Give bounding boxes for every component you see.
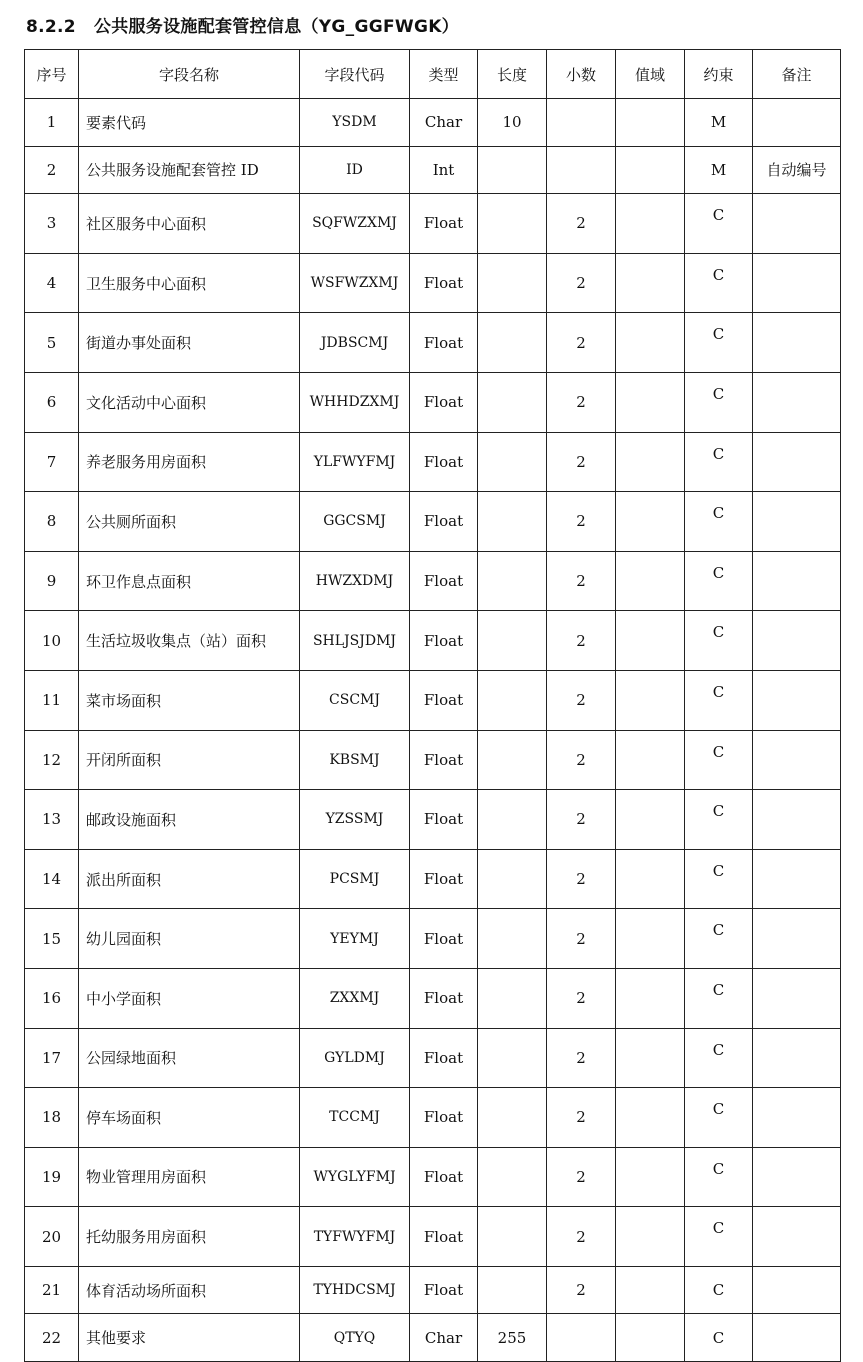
note-cell: 自动编号	[753, 146, 841, 194]
section-heading: 公共服务设施配套管控信息（YG_GGFWGK）	[93, 17, 459, 37]
field-name-cell: 开闭所面积	[79, 730, 300, 790]
table-body	[25, 99, 841, 1362]
range-cell	[616, 432, 685, 492]
field-name-cell: 生活垃圾收集点（站）面积	[79, 611, 300, 671]
field-name-cell: 文化活动中心面积	[79, 372, 300, 432]
length-cell	[478, 551, 547, 611]
table-row	[25, 551, 841, 611]
note-cell	[753, 968, 841, 1028]
range-cell	[616, 1266, 685, 1314]
type-cell: Char	[410, 1314, 478, 1362]
constraint-cell: C	[685, 253, 753, 313]
decimal-cell: 2	[547, 432, 616, 492]
type-cell: Float	[410, 551, 478, 611]
range-cell	[616, 551, 685, 611]
decimal-cell: 2	[547, 730, 616, 790]
decimal-cell: 2	[547, 1207, 616, 1267]
decimal-cell: 2	[547, 492, 616, 552]
seq-cell: 18	[25, 1088, 79, 1148]
length-cell	[478, 194, 547, 254]
length-cell	[478, 730, 547, 790]
note-cell	[753, 372, 841, 432]
length-cell	[478, 790, 547, 850]
type-cell: Float	[410, 1207, 478, 1267]
decimal-cell: 2	[547, 313, 616, 373]
field-name-cell: 公共服务设施配套管控 ID	[79, 146, 300, 194]
note-cell	[753, 670, 841, 730]
seq-cell: 21	[25, 1266, 79, 1314]
field-name-cell: 其他要求	[79, 1314, 300, 1362]
header-cell: 备注	[753, 50, 841, 99]
field-name-cell: 托幼服务用房面积	[79, 1207, 300, 1267]
seq-cell: 5	[25, 313, 79, 373]
seq-cell: 19	[25, 1147, 79, 1207]
field-code-cell: YZSSMJ	[300, 790, 410, 850]
header-cell: 长度	[478, 50, 547, 99]
seq-cell: 20	[25, 1207, 79, 1267]
field-code-cell: PCSMJ	[300, 849, 410, 909]
length-cell: 255	[478, 1314, 547, 1362]
constraint-cell: C	[685, 670, 753, 730]
field-name-cell: 停车场面积	[79, 1088, 300, 1148]
constraint-cell: C	[685, 968, 753, 1028]
note-cell	[753, 1266, 841, 1314]
decimal-cell: 2	[547, 1147, 616, 1207]
section-title	[26, 12, 459, 42]
field-code-cell: YEYMJ	[300, 909, 410, 969]
note-cell	[753, 1314, 841, 1362]
decimal-cell	[547, 146, 616, 194]
decimal-cell	[547, 99, 616, 147]
length-cell	[478, 492, 547, 552]
seq-cell: 10	[25, 611, 79, 671]
field-code-cell: TYHDCSMJ	[300, 1266, 410, 1314]
note-cell	[753, 99, 841, 147]
type-cell: Float	[410, 909, 478, 969]
range-cell	[616, 790, 685, 850]
note-cell	[753, 730, 841, 790]
type-cell: Float	[410, 611, 478, 671]
length-cell	[478, 968, 547, 1028]
field-code-cell: WSFWZXMJ	[300, 253, 410, 313]
length-cell	[478, 1266, 547, 1314]
field-name-cell: 公园绿地面积	[79, 1028, 300, 1088]
length-cell	[478, 1088, 547, 1148]
length-cell	[478, 1147, 547, 1207]
note-cell	[753, 1088, 841, 1148]
table-row	[25, 372, 841, 432]
constraint-cell: C	[685, 551, 753, 611]
note-cell	[753, 1207, 841, 1267]
seq-cell: 1	[25, 99, 79, 147]
range-cell	[616, 611, 685, 671]
length-cell	[478, 1028, 547, 1088]
section-number: 8.2.2	[26, 17, 76, 37]
type-cell: Char	[410, 99, 478, 147]
field-name-cell: 街道办事处面积	[79, 313, 300, 373]
decimal-cell: 2	[547, 909, 616, 969]
constraint-cell: M	[685, 146, 753, 194]
table-row	[25, 1266, 841, 1314]
field-name-cell: 物业管理用房面积	[79, 1147, 300, 1207]
field-code-cell: CSCMJ	[300, 670, 410, 730]
field-code-cell: YLFWYFMJ	[300, 432, 410, 492]
constraint-cell: C	[685, 1028, 753, 1088]
range-cell	[616, 313, 685, 373]
field-definition-table	[24, 49, 841, 1362]
range-cell	[616, 849, 685, 909]
seq-cell: 15	[25, 909, 79, 969]
field-name-cell: 卫生服务中心面积	[79, 253, 300, 313]
constraint-cell: C	[685, 1147, 753, 1207]
range-cell	[616, 670, 685, 730]
constraint-cell: C	[685, 1207, 753, 1267]
constraint-cell: C	[685, 432, 753, 492]
note-cell	[753, 551, 841, 611]
constraint-cell: C	[685, 790, 753, 850]
type-cell: Float	[410, 372, 478, 432]
decimal-cell: 2	[547, 551, 616, 611]
table-row	[25, 849, 841, 909]
table-row	[25, 492, 841, 552]
field-code-cell: WYGLYFMJ	[300, 1147, 410, 1207]
constraint-cell: C	[685, 730, 753, 790]
field-code-cell: GYLDMJ	[300, 1028, 410, 1088]
note-cell	[753, 611, 841, 671]
table-row	[25, 1147, 841, 1207]
field-name-cell: 公共厕所面积	[79, 492, 300, 552]
field-code-cell: JDBSCMJ	[300, 313, 410, 373]
table-row	[25, 313, 841, 373]
decimal-cell: 2	[547, 1088, 616, 1148]
range-cell	[616, 253, 685, 313]
range-cell	[616, 99, 685, 147]
table-row	[25, 253, 841, 313]
type-cell: Float	[410, 1088, 478, 1148]
length-cell	[478, 849, 547, 909]
decimal-cell: 2	[547, 1028, 616, 1088]
range-cell	[616, 146, 685, 194]
field-code-cell: SQFWZXMJ	[300, 194, 410, 254]
range-cell	[616, 1088, 685, 1148]
seq-cell: 3	[25, 194, 79, 254]
field-code-cell: SHLJSJDMJ	[300, 611, 410, 671]
header-cell: 序号	[25, 50, 79, 99]
field-name-cell: 派出所面积	[79, 849, 300, 909]
decimal-cell: 2	[547, 849, 616, 909]
header-cell: 字段名称	[79, 50, 300, 99]
seq-cell: 6	[25, 372, 79, 432]
seq-cell: 14	[25, 849, 79, 909]
length-cell	[478, 313, 547, 373]
range-cell	[616, 194, 685, 254]
type-cell: Float	[410, 253, 478, 313]
field-code-cell: ZXXMJ	[300, 968, 410, 1028]
length-cell	[478, 1207, 547, 1267]
seq-cell: 13	[25, 790, 79, 850]
table-row	[25, 1088, 841, 1148]
type-cell: Int	[410, 146, 478, 194]
note-cell	[753, 432, 841, 492]
field-code-cell: KBSMJ	[300, 730, 410, 790]
table-row	[25, 1314, 841, 1362]
range-cell	[616, 372, 685, 432]
field-name-cell: 邮政设施面积	[79, 790, 300, 850]
constraint-cell: C	[685, 1088, 753, 1148]
constraint-cell: C	[685, 849, 753, 909]
header-cell: 小数	[547, 50, 616, 99]
constraint-cell: C	[685, 909, 753, 969]
field-name-cell: 中小学面积	[79, 968, 300, 1028]
table-row	[25, 730, 841, 790]
seq-cell: 16	[25, 968, 79, 1028]
table-row	[25, 909, 841, 969]
constraint-cell: C	[685, 492, 753, 552]
table-row	[25, 432, 841, 492]
note-cell	[753, 253, 841, 313]
range-cell	[616, 1207, 685, 1267]
note-cell	[753, 313, 841, 373]
constraint-cell: C	[685, 1266, 753, 1314]
table-row	[25, 194, 841, 254]
length-cell	[478, 253, 547, 313]
range-cell	[616, 1028, 685, 1088]
table-row	[25, 790, 841, 850]
range-cell	[616, 730, 685, 790]
table-row	[25, 670, 841, 730]
length-cell	[478, 432, 547, 492]
note-cell	[753, 1028, 841, 1088]
decimal-cell: 2	[547, 1266, 616, 1314]
length-cell	[478, 611, 547, 671]
note-cell	[753, 1147, 841, 1207]
decimal-cell: 2	[547, 968, 616, 1028]
decimal-cell	[547, 1314, 616, 1362]
table-row	[25, 611, 841, 671]
type-cell: Float	[410, 730, 478, 790]
range-cell	[616, 909, 685, 969]
field-name-cell: 养老服务用房面积	[79, 432, 300, 492]
header-cell: 类型	[410, 50, 478, 99]
decimal-cell: 2	[547, 670, 616, 730]
constraint-cell: C	[685, 194, 753, 254]
type-cell: Float	[410, 1147, 478, 1207]
seq-cell: 2	[25, 146, 79, 194]
field-code-cell: HWZXDMJ	[300, 551, 410, 611]
type-cell: Float	[410, 670, 478, 730]
table-row	[25, 99, 841, 147]
table-row	[25, 968, 841, 1028]
type-cell: Float	[410, 849, 478, 909]
table-row	[25, 1028, 841, 1088]
type-cell: Float	[410, 1266, 478, 1314]
header-cell: 字段代码	[300, 50, 410, 99]
type-cell: Float	[410, 790, 478, 850]
length-cell: 10	[478, 99, 547, 147]
length-cell	[478, 909, 547, 969]
field-code-cell: GGCSMJ	[300, 492, 410, 552]
range-cell	[616, 492, 685, 552]
field-name-cell: 幼儿园面积	[79, 909, 300, 969]
field-name-cell: 体育活动场所面积	[79, 1266, 300, 1314]
constraint-cell: M	[685, 99, 753, 147]
type-cell: Float	[410, 968, 478, 1028]
seq-cell: 4	[25, 253, 79, 313]
decimal-cell: 2	[547, 611, 616, 671]
seq-cell: 7	[25, 432, 79, 492]
seq-cell: 11	[25, 670, 79, 730]
type-cell: Float	[410, 313, 478, 373]
field-code-cell: WHHDZXMJ	[300, 372, 410, 432]
note-cell	[753, 909, 841, 969]
note-cell	[753, 849, 841, 909]
range-cell	[616, 1314, 685, 1362]
table-row	[25, 146, 841, 194]
field-code-cell: QTYQ	[300, 1314, 410, 1362]
type-cell: Float	[410, 492, 478, 552]
seq-cell: 12	[25, 730, 79, 790]
field-name-cell: 菜市场面积	[79, 670, 300, 730]
constraint-cell: C	[685, 313, 753, 373]
constraint-cell: C	[685, 372, 753, 432]
type-cell: Float	[410, 1028, 478, 1088]
note-cell	[753, 194, 841, 254]
table-row	[25, 1207, 841, 1267]
field-name-cell: 社区服务中心面积	[79, 194, 300, 254]
seq-cell: 9	[25, 551, 79, 611]
length-cell	[478, 372, 547, 432]
field-name-cell: 要素代码	[79, 99, 300, 147]
field-code-cell: YSDM	[300, 99, 410, 147]
header-cell: 值域	[616, 50, 685, 99]
range-cell	[616, 968, 685, 1028]
decimal-cell: 2	[547, 790, 616, 850]
decimal-cell: 2	[547, 372, 616, 432]
seq-cell: 17	[25, 1028, 79, 1088]
note-cell	[753, 790, 841, 850]
constraint-cell: C	[685, 611, 753, 671]
decimal-cell: 2	[547, 194, 616, 254]
header-cell: 约束	[685, 50, 753, 99]
field-name-cell: 环卫作息点面积	[79, 551, 300, 611]
decimal-cell: 2	[547, 253, 616, 313]
range-cell	[616, 1147, 685, 1207]
length-cell	[478, 146, 547, 194]
constraint-cell: C	[685, 1314, 753, 1362]
note-cell	[753, 492, 841, 552]
seq-cell: 8	[25, 492, 79, 552]
seq-cell: 22	[25, 1314, 79, 1362]
field-code-cell: TCCMJ	[300, 1088, 410, 1148]
type-cell: Float	[410, 194, 478, 254]
type-cell: Float	[410, 432, 478, 492]
length-cell	[478, 670, 547, 730]
field-code-cell: ID	[300, 146, 410, 194]
table-header-row	[25, 50, 841, 99]
field-code-cell: TYFWYFMJ	[300, 1207, 410, 1267]
